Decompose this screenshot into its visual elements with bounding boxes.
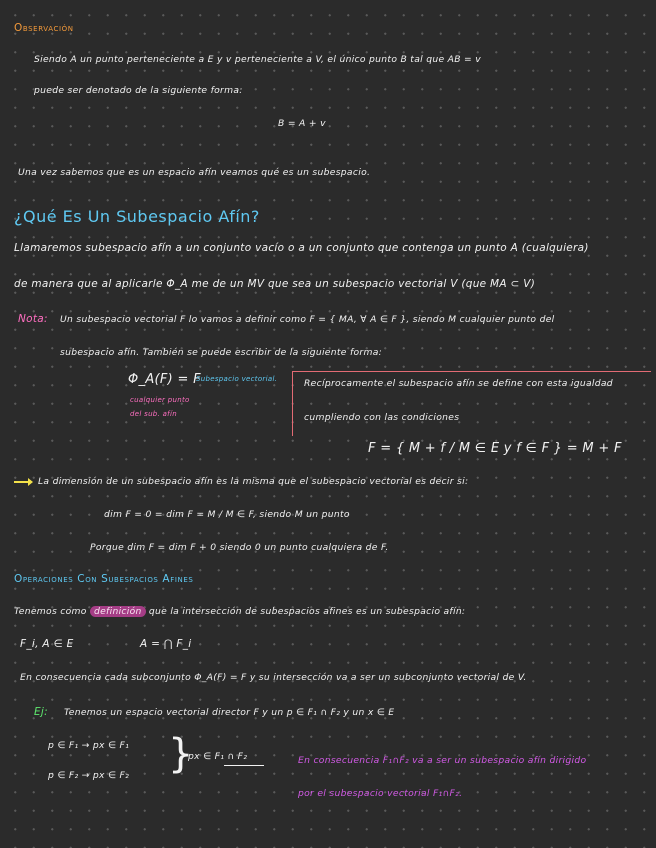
subespacio-title: ¿Qué Es Un Subespacio Afín?	[14, 207, 260, 226]
phi-note-2: del sub. afín	[130, 410, 177, 418]
ejemplo-case-1: p ∈ F₁ → px ∈ F₁	[48, 740, 130, 751]
nota-line-1: Un subespacio vectorial F lo vamos a definir como F = { MA, ∀ A ∈ F }, siendo M cualquier punto del	[60, 314, 555, 325]
conclusion-line-1: En consecuencia F₁∩F₂ va a ser un subespacio afín dirigido	[298, 755, 587, 766]
dimension-line-2: dim F = 0 = dim F = M / M ∈ F, siendo M un punto	[104, 509, 350, 520]
operaciones-line-2a: F_i, A ∈ E	[20, 638, 74, 650]
reciprocal-line-2: cumpliendo con las condiciones	[304, 412, 460, 423]
operaciones-title: Operaciones Con Subespacios Afines	[14, 573, 194, 585]
observacion-line-3: Una vez sabemos que es un espacio afín veamos qué es un subespacio.	[18, 167, 371, 178]
arrow-icon	[14, 481, 30, 483]
observacion-title: Observación	[14, 22, 74, 34]
phi-superscript-note: Subespacio vectorial.	[196, 375, 278, 383]
operaciones-line-1-pre: Tenemos como	[14, 606, 87, 617]
phi-note-1: cualquier punto	[130, 396, 190, 404]
operaciones-line-1-post: que la intersección de subespacios afines es un subespacio afín:	[148, 606, 466, 617]
dimension-line-3: Porque dim F = dim F + 0 siendo 0 un punto cualquiera de F.	[90, 542, 389, 553]
ejemplo-line: Tenemos un espacio vectorial director F y un p ∈ F₁ ∩ F₂ y un x ∈ E	[64, 707, 395, 718]
operaciones-line-3: En consecuencia cada subconjunto Φ_A(F) = F y su intersección va a ser un subconjunto vectorial de V.	[20, 672, 527, 683]
observacion-formula: B = A + v	[278, 118, 326, 129]
result-underline	[224, 765, 264, 766]
reciprocal-line-1: Recíprocamente el subespacio afín se define con esta igualdad	[304, 378, 613, 389]
operaciones-line-1	[14, 606, 465, 617]
reciprocal-formula: F = { M + f / M ∈ E y f ∈ F } = M + F	[368, 441, 622, 456]
observacion-line-2: puede ser denotado de la siguiente forma:	[34, 85, 243, 96]
dimension-line-1: La dimensión de un subespacio afín es la misma que el subespacio vectorial es decir si:	[38, 476, 469, 487]
definicion-highlight: definición	[90, 606, 146, 617]
ejemplo-case-2: p ∈ F₂ → px ∈ F₂	[48, 770, 130, 781]
nota-line-2: subespacio afín. También se puede escribir de la siguiente forma:	[60, 347, 383, 358]
ejemplo-result: px ∈ F₁ ∩ F₂	[188, 751, 248, 762]
ejemplo-label: Ej:	[34, 706, 48, 718]
operaciones-line-2b: A = ⋂ F_i	[140, 638, 192, 650]
right-brace-icon: }	[168, 731, 194, 777]
nota-label: Nota:	[18, 313, 48, 325]
phi-formula: Φ_A(F) = F	[128, 372, 201, 387]
conclusion-line-2: por el subespacio vectorial F₁∩F₂.	[298, 788, 463, 799]
subespacio-line-2: de manera que al aplicarle Φ_A me de un MV que sea un subespacio vectorial V (que MA ⊂ V)	[14, 278, 536, 290]
subespacio-line-1: Llamaremos subespacio afín a un conjunto vacío o a un conjunto que contenga un punto A (cualquiera)	[14, 242, 589, 254]
observacion-line-1: Siendo A un punto perteneciente a E y v perteneciente a V, el único punto B tal que AB = v	[34, 54, 481, 65]
